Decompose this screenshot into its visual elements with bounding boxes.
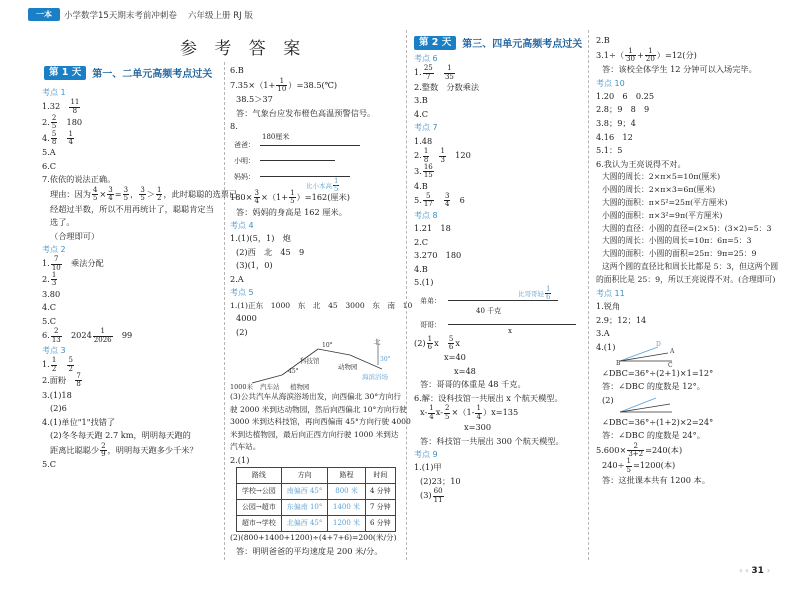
diagram-label-brother: 弟弟：: [420, 296, 441, 305]
angle-ray: [620, 398, 656, 412]
answer-line: 1.(1)正东 1000 东 北 45 3000 东 南 10: [230, 300, 413, 310]
diagram-label-xiaoming: 小明：: [234, 156, 255, 165]
answer-line: 1.32 $\frac{11}{8}$: [42, 98, 80, 115]
angle-diagram: [616, 340, 676, 369]
answer-line: 6.解：设科技馆一共展出 x 个航天模型。: [414, 392, 563, 403]
answer-line: 3.A: [596, 328, 610, 339]
map-place-label: 海滨浴场: [362, 373, 388, 382]
column-divider: [588, 30, 589, 560]
table-cell: 东偏南 10°: [281, 500, 328, 516]
segment-diagram: [234, 132, 402, 194]
answers-column-4: [596, 34, 782, 488]
table-cell: 北偏西 45°: [281, 516, 328, 532]
kaodian-label: 考点 3: [42, 345, 66, 355]
table-cell: 1200 米: [328, 516, 365, 532]
route-table: [236, 467, 396, 532]
answer-line: ∠DBC=36°÷(2+1)×1=12°: [602, 367, 714, 378]
answer-line: 6. $\frac{2}{13}$ 2024 $\frac{1}{2026}$ 99: [42, 327, 133, 344]
answer-line: (2)西 北 45 9: [236, 246, 305, 257]
answer-line: (3)公共汽车从海滨浴场出发，向西偏北 30°方向行: [230, 392, 401, 402]
answer-line: (2) $\frac{1}{6}$ x $\frac{5}{6}$ x: [414, 334, 460, 351]
answer-line: 2.(1): [230, 454, 250, 465]
angle-point-label: A: [670, 347, 675, 355]
answer-line: ∠DBC=36°÷(1+2)×2=24°: [602, 416, 714, 427]
diagram-note: 比小本高 $\frac{1}{5}$: [306, 176, 339, 194]
answer-line: 1.锐角: [596, 301, 621, 312]
table-cell: 超市→学校: [237, 516, 282, 532]
table-header: 路线: [237, 468, 282, 484]
answer-line: 4.C: [42, 302, 57, 313]
kaodian-label: 考点 6: [414, 54, 438, 63]
answer-line: 3.8；9；4: [596, 118, 636, 128]
answer-line: 1.(1)甲: [414, 462, 442, 473]
answer-line: 1.21 18: [414, 222, 451, 233]
answer-line: 7.依依的说法正确。: [42, 174, 116, 185]
answer-line: 7.35×（1+ $\frac{1}{10}$ ）=38.5(℃): [230, 76, 338, 93]
answer-line: 1.48: [414, 135, 433, 146]
day1-header: [44, 64, 212, 81]
diagram-label-x: x: [508, 326, 512, 335]
map-angle-label: 30°: [380, 356, 391, 364]
table-header: 路程: [328, 468, 365, 484]
answer-line: 4.C: [414, 108, 429, 119]
column-divider: [406, 30, 407, 560]
answer-line: 汽车站。: [230, 442, 261, 452]
diagram-label-ge: 哥哥：: [420, 320, 441, 329]
answer-line: 1. $\frac{25}{7}$ $\frac{1}{35}$: [414, 64, 454, 81]
answer-line: 1. $\frac{7}{10}$ 乘法分配: [42, 255, 104, 272]
answer-line: 2.A: [230, 273, 244, 284]
day2-header: [414, 34, 582, 51]
answer-line: 答：这批课本共有 1200 本。: [602, 475, 710, 486]
answer-line: 的面积比是 25：9，所以王亮说得不对。(合理即可): [596, 275, 776, 284]
answer-line: 5.1：5: [596, 145, 623, 156]
answer-line: (3) $\frac{60}{11}$: [420, 487, 443, 504]
answer-line: 5.(1): [414, 277, 434, 288]
answer-line: 3. $\frac{16}{15}$: [414, 162, 433, 180]
table-row: [237, 500, 396, 516]
answer-line: 2.面粉 $\frac{7}{8}$: [42, 371, 81, 389]
angle-point-label: D: [656, 340, 661, 348]
answer-line: 大圆的面积：π×5²=25π(平方厘米): [602, 197, 728, 207]
answer-line: （合理即可）: [50, 230, 100, 241]
answer-line: 4000: [236, 313, 257, 324]
answer-line: 答：科技馆一共展出 300 个航天模型。: [420, 435, 564, 446]
answer-line: 大圆的周长：2×π×5=10π(厘米): [602, 172, 721, 182]
kaodian-label: 考点 2: [42, 245, 66, 255]
answer-line: 2.9；12；14: [596, 314, 647, 325]
answer-line: x=40: [444, 352, 466, 363]
answer-line: 3000 米到达科技馆，再向西偏南 45°方向行驶 4000: [230, 417, 411, 427]
answer-line: 大圆的直径：小圆的直径=(2×5)：(3×2)=5：3: [602, 223, 772, 233]
answer-line: 5.A: [42, 147, 56, 158]
answer-line: (3)(1，0): [236, 260, 273, 271]
diagram-label-40kg: 40 千克: [476, 306, 502, 315]
answer-line: x=48: [454, 365, 476, 376]
answer-line: 答：妈妈的身高是 162 厘米。: [236, 206, 347, 217]
answer-line: 180× $\frac{3}{4}$ ×（1+ $\frac{1}{5}$ ）=162(厘米): [230, 188, 351, 206]
answer-line: 米到达植物园，最后向正西方向行驶 1000 米到达: [230, 429, 399, 439]
answer-line: 6.B: [230, 65, 244, 75]
weight-diagram: [420, 284, 586, 336]
table-row: [237, 484, 396, 500]
answer-line: 5.600× $\frac{2}{3+2}$ =240(本): [596, 441, 683, 459]
angle-point-label: C: [668, 361, 673, 369]
angle-diagram: [616, 394, 676, 416]
map-place-label: 动物园: [338, 363, 358, 372]
answer-line: 这两个圆的直径比和周长比都是 5：3，但这两个圆: [602, 262, 779, 272]
map-place-label: 汽车站: [260, 383, 280, 392]
answer-line: 4. $\frac{5}{8}$ $\frac{1}{4}$: [42, 129, 73, 146]
grade-label: 六年级上册 RJ 版: [188, 11, 253, 21]
answer-line: 38.5＞37: [236, 94, 273, 105]
answer-line: 2. $\frac{2}{5}$ 180: [42, 113, 83, 131]
diagram-bar-xiaoming: [260, 160, 335, 161]
answer-line: 8.: [230, 121, 238, 132]
answer-line: 小圆的周长：2×π×3=6π(厘米): [602, 184, 716, 194]
angle-figure-2: (2): [596, 394, 782, 416]
answer-line: 1.20 6 0.25: [596, 90, 655, 101]
answer-line: 理由：因为 $\frac{4}{5}$ × $\frac{3}{4}$ = $\frac{3}{5}$ ， $\frac{3}{5}$ ＞ $\frac{1}{2}$ ，此时聪聪的选票已: [50, 185, 238, 203]
answer-line: 驶 2000 米到达动物园，然后向西偏北 10°方向行驶: [230, 404, 407, 414]
answer-line: 6.我认为王亮说得不对。: [596, 158, 686, 169]
table-cell: 公园→超市: [237, 500, 282, 516]
table-cell: 南偏西 45°: [281, 484, 328, 500]
answer-line: 3.270 180: [414, 250, 462, 261]
answer-line: (2)23；10: [420, 475, 461, 486]
route-segment: [318, 349, 350, 355]
answer-line: 4.B: [414, 263, 428, 274]
route-segment: [252, 375, 282, 383]
day1-title: 第一、二单元高频考点过关: [92, 69, 213, 80]
answer-line: 4.B: [414, 180, 428, 191]
table-cell: 4 分钟: [365, 484, 395, 500]
answer-line: 答：明明爸爸的平均速度是 200 米/分。: [236, 545, 383, 556]
table-header: 时间: [365, 468, 395, 484]
answer-line: 大圆的面积：小圆的面积=25π：9π=25：9: [602, 249, 757, 259]
answer-line: 2.8；9 8 9: [596, 104, 650, 115]
angle-ray: [620, 347, 658, 361]
answers-column-3: [414, 52, 586, 504]
answer-line: 2.整数 分数乘法: [414, 81, 480, 92]
answer-line: 2.C: [414, 236, 429, 247]
page-number-decoration: ‹ ‹: [739, 566, 752, 575]
kaodian-label: 考点 5: [230, 288, 254, 298]
kaodian-label: 考点 8: [414, 210, 438, 220]
day2-title: 第三、四单元高频考点过关: [462, 39, 583, 50]
kaodian-label: 考点 9: [414, 450, 438, 460]
answer-line: 答：气象台应发布橙色高温预警信号。: [236, 107, 376, 118]
page-title: 参 考 答 案: [180, 39, 307, 59]
answer-line: 答：哥哥的体重是 48 千克。: [420, 379, 526, 390]
answer-line: 5.C: [42, 315, 57, 326]
answer-line: (2)6: [50, 403, 67, 414]
answer-line: 答：∠DBC 的度数是 24°。: [602, 430, 705, 441]
map-angle-label: 45°: [288, 368, 299, 376]
answer-line: x=300: [464, 422, 492, 433]
answer-line: (2)(800+1400+1200)÷(4+7+6)=200(米/分): [230, 533, 397, 543]
answer-line: x- $\frac{1}{4}$ x- $\frac{2}{5}$ ×（1- $\frac{1}{4}$ ）x=135: [420, 404, 519, 421]
answer-line: 5. $\frac{5}{17}$ $\frac{3}{4}$ 6: [414, 192, 465, 209]
day1-badge: 第 1 天: [44, 66, 86, 80]
answer-line: 2.B: [596, 35, 610, 45]
diagram-bar-brother: [448, 300, 558, 301]
angle-figure-1: 4.(1) B C D A: [596, 340, 675, 369]
kaodian-label: 考点 7: [414, 123, 438, 133]
kaodian-label: 考点 11: [596, 288, 625, 298]
table-cell: 学校→公园: [237, 484, 282, 500]
answer-line: 小圆的面积：π×3²=9π(平方厘米): [602, 210, 723, 220]
kaodian-label: 考点 10: [596, 78, 625, 88]
series-logo: 一本: [28, 8, 60, 21]
answer-line: (2)冬冬每天跑 2.7 km，明明每天跑的: [50, 430, 191, 441]
angle-point-label: B: [616, 359, 621, 367]
map-scale-label: 1000米: [230, 383, 254, 392]
answer-line: 3.B: [414, 95, 428, 106]
answer-line: 2. $\frac{1}{8}$ $\frac{1}{3}$ 120: [414, 147, 471, 164]
answer-line: 3.80: [42, 288, 61, 299]
route-map: [230, 339, 400, 391]
answer-line: 6.C: [42, 160, 57, 171]
map-place-label: 科技馆: [300, 357, 320, 366]
answer-line: (2): [236, 326, 248, 337]
answer-line: 4.16 12: [596, 131, 633, 142]
angle-ray: [620, 353, 668, 361]
table-header: 方向: [281, 468, 328, 484]
column-divider: [224, 62, 225, 560]
table-header-row: [237, 468, 396, 484]
diagram-label-top: 180厘米: [262, 132, 290, 141]
answer-line: 3.(1)18: [42, 389, 72, 400]
answer-line: 1.(1)(5，1) 炮: [230, 233, 291, 244]
kaodian-label: 考点 1: [42, 88, 66, 97]
table-row: [237, 516, 396, 532]
series-title: 小学数学15天期末考前冲刺卷: [64, 11, 177, 21]
angle-ray: [620, 404, 670, 412]
map-place-label: 植物园: [290, 383, 310, 392]
answer-line: 4.(1)单位"1"找错了: [42, 416, 116, 427]
table-cell: 800 米: [328, 484, 365, 500]
diagram-label-dad: 爸爸：: [234, 140, 255, 149]
answer-line: 经超过半数，所以不用再统计了，聪聪肯定当选了。: [50, 203, 214, 228]
answer-line: 答：∠DBC 的度数是 12°。: [602, 381, 705, 392]
answer-line: 2. $\frac{1}{3}$: [42, 271, 57, 288]
table-cell: 7 分钟: [365, 500, 395, 516]
answer-line: 240÷ $\frac{1}{5}$ =1200(本): [602, 457, 676, 474]
page-number-decoration: ›: [763, 566, 770, 575]
page-number: ‹ ‹ 31 ›: [739, 566, 770, 576]
answer-line: 3.1÷（ $\frac{1}{30}$ + $\frac{1}{20}$ ）=12(分): [596, 46, 697, 63]
answer-line: 距离比聪聪少 $\frac{2}{9}$ ，明明每天跑多少千米？: [50, 441, 198, 458]
answer-line: 答：该校全体学生 12 分钟可以入场完毕。: [602, 64, 757, 75]
diagram-label-mom: 妈妈：: [234, 172, 255, 181]
diagram-bar-dad: [260, 145, 360, 146]
answer-line: 1. $\frac{1}{2}$ $\frac{5}{2}$: [42, 356, 73, 373]
answer-line: 大圆的周长：小圆的周长=10π：6π=5：3: [602, 236, 752, 246]
diagram-bar-ge: [448, 324, 576, 325]
map-north-label: 北: [374, 338, 381, 347]
table-cell: 1400 米: [328, 500, 365, 516]
kaodian-label: 考点 4: [230, 221, 254, 231]
table-cell: 6 分钟: [365, 516, 395, 532]
answers-column-2: [230, 64, 413, 558]
map-angle-label: 10°: [322, 342, 333, 350]
day2-badge: 第 2 天: [414, 36, 456, 50]
answer-line: 5.C: [42, 459, 57, 470]
diagram-note: 比哥哥轻 $\frac{1}{6}$: [518, 284, 551, 301]
